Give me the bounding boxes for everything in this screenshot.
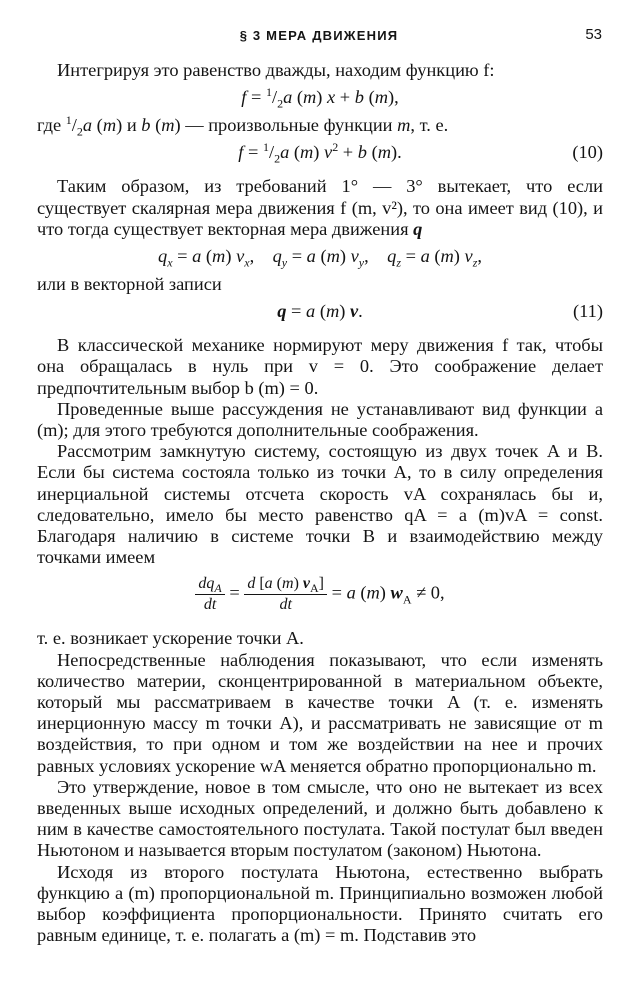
equation-11	[37, 295, 603, 329]
equation-11-body: q = a (m) v.	[277, 301, 363, 322]
equation-f	[37, 81, 603, 115]
equation-components	[37, 240, 603, 274]
fraction-d-amv-dt: $\frac{d [a (m) v_A]}{dt}$	[244, 574, 327, 615]
paragraph-6: Проведенные выше рассуждения не устанавливают вид функции a (m); для этого требуются дополнительные соображения.	[37, 398, 603, 441]
paragraph-10: Это утверждение, новое в том смысле, что оно не вытекает из всех введенных выше исходных определений, и должно быть добавлено к ним в качестве самостоятельного постулата. Такой постулат был введен Ньютоном и называется вторым постулатом (законом) Ньютона.	[37, 776, 603, 861]
equation-10	[37, 136, 603, 170]
paragraph-3-text: Таким образом, из требований 1° — 3° вытекает, что если существует скалярная мера движения f (m, v²), то она имеет вид (10), и что тогда существует векторная мера движения	[37, 176, 603, 239]
equation-f-body: $f = ^1/_2a$ (m) x + b (m),	[241, 85, 399, 111]
paragraph-2	[37, 113, 603, 139]
fraction-dq-dt: $\frac{dq_A}{dt}$	[195, 574, 224, 615]
page-body	[37, 60, 603, 947]
equation-derivative-body: $\frac{dq_A}{dt}$ = $\frac{d [a (m) v_A]}{dt}$ = a (m) $w_A \ne 0$,	[37, 574, 603, 615]
paragraph-3: Таким образом, из требований 1° — 3° вытекает, что если существует скалярная мера движения f (m, v²), то она имеет вид (10), и что тогда существует векторная мера движения q	[37, 176, 603, 239]
equation-10-body: $f = ^1/_2a$ (m) $v^2 + b$ (m).	[238, 140, 402, 167]
paragraph-2-a: где	[37, 115, 66, 136]
paragraph-2-d: , т. е.	[410, 115, 449, 136]
paragraph-7: Рассмотрим замкнутую систему, состоящую из двух точек A и B. Если бы система состояла только из точки A, то в силу определения инерциальной системы отсчета скорость vA сохранялась бы и, следовательно, имело бы место равенство qA = a (m)vA = const. Благодаря наличию в системе точки B и взаимодействию между точками имеем	[37, 441, 603, 568]
paragraph-8: т. е. возникает ускорение точки A.	[37, 628, 304, 649]
running-head: § 3 МЕРА ДВИЖЕНИЯ	[239, 28, 399, 43]
expr-b: b (m)	[141, 115, 181, 136]
paragraph-5: В классической механике нормируют меру движения f так, чтобы она обращалась в нуль при v = 0. Это соображение делает предпочтительным выбор b (m) = 0.	[37, 335, 603, 398]
paragraph-1: Интегрируя это равенство дважды, находим функцию f:	[57, 60, 495, 80]
equation-11-number: (11)	[573, 301, 603, 322]
equation-components-body: $q_x = a$ (m) $v_x$, $q_y = a$ (m) $v_y$, $q_z = a$ (m) $v_z$,	[158, 246, 482, 270]
page-number: 53	[585, 26, 602, 43]
var-m: m	[397, 115, 411, 136]
paragraph-11: Исходя из второго постулата Ньютона, естественно выбрать функцию a (m) пропорциональной m. Принципиально возможен любой выбор коэффициента пропорциональности. Принято считать его равным единице, т. е. полагать a (m) = m. Подставив это	[37, 861, 603, 946]
expr-half-a: $^1/_2a$ (m)	[65, 113, 123, 139]
paragraph-2-b: и	[122, 115, 142, 136]
paragraph-4: или в векторной записи	[37, 274, 222, 295]
equation-derivative	[37, 568, 603, 628]
page-header	[0, 24, 638, 46]
equation-10-number: (10)	[572, 142, 603, 163]
paragraph-9: Непосредственные наблюдения показывают, что если изменять количество материи, сконцентрированной в материальном объекте, который мы рассматриваем в качестве точки A (т. е. изменять инерционную массу m точки A), и рассматривать не зависящие от m воздействия, то при одном и том же воздействии на нее и прочих равных условиях ускорение wA меняется обратно пропорционально m.	[37, 649, 603, 776]
paragraph-2-c: — произвольные функции	[180, 115, 398, 136]
